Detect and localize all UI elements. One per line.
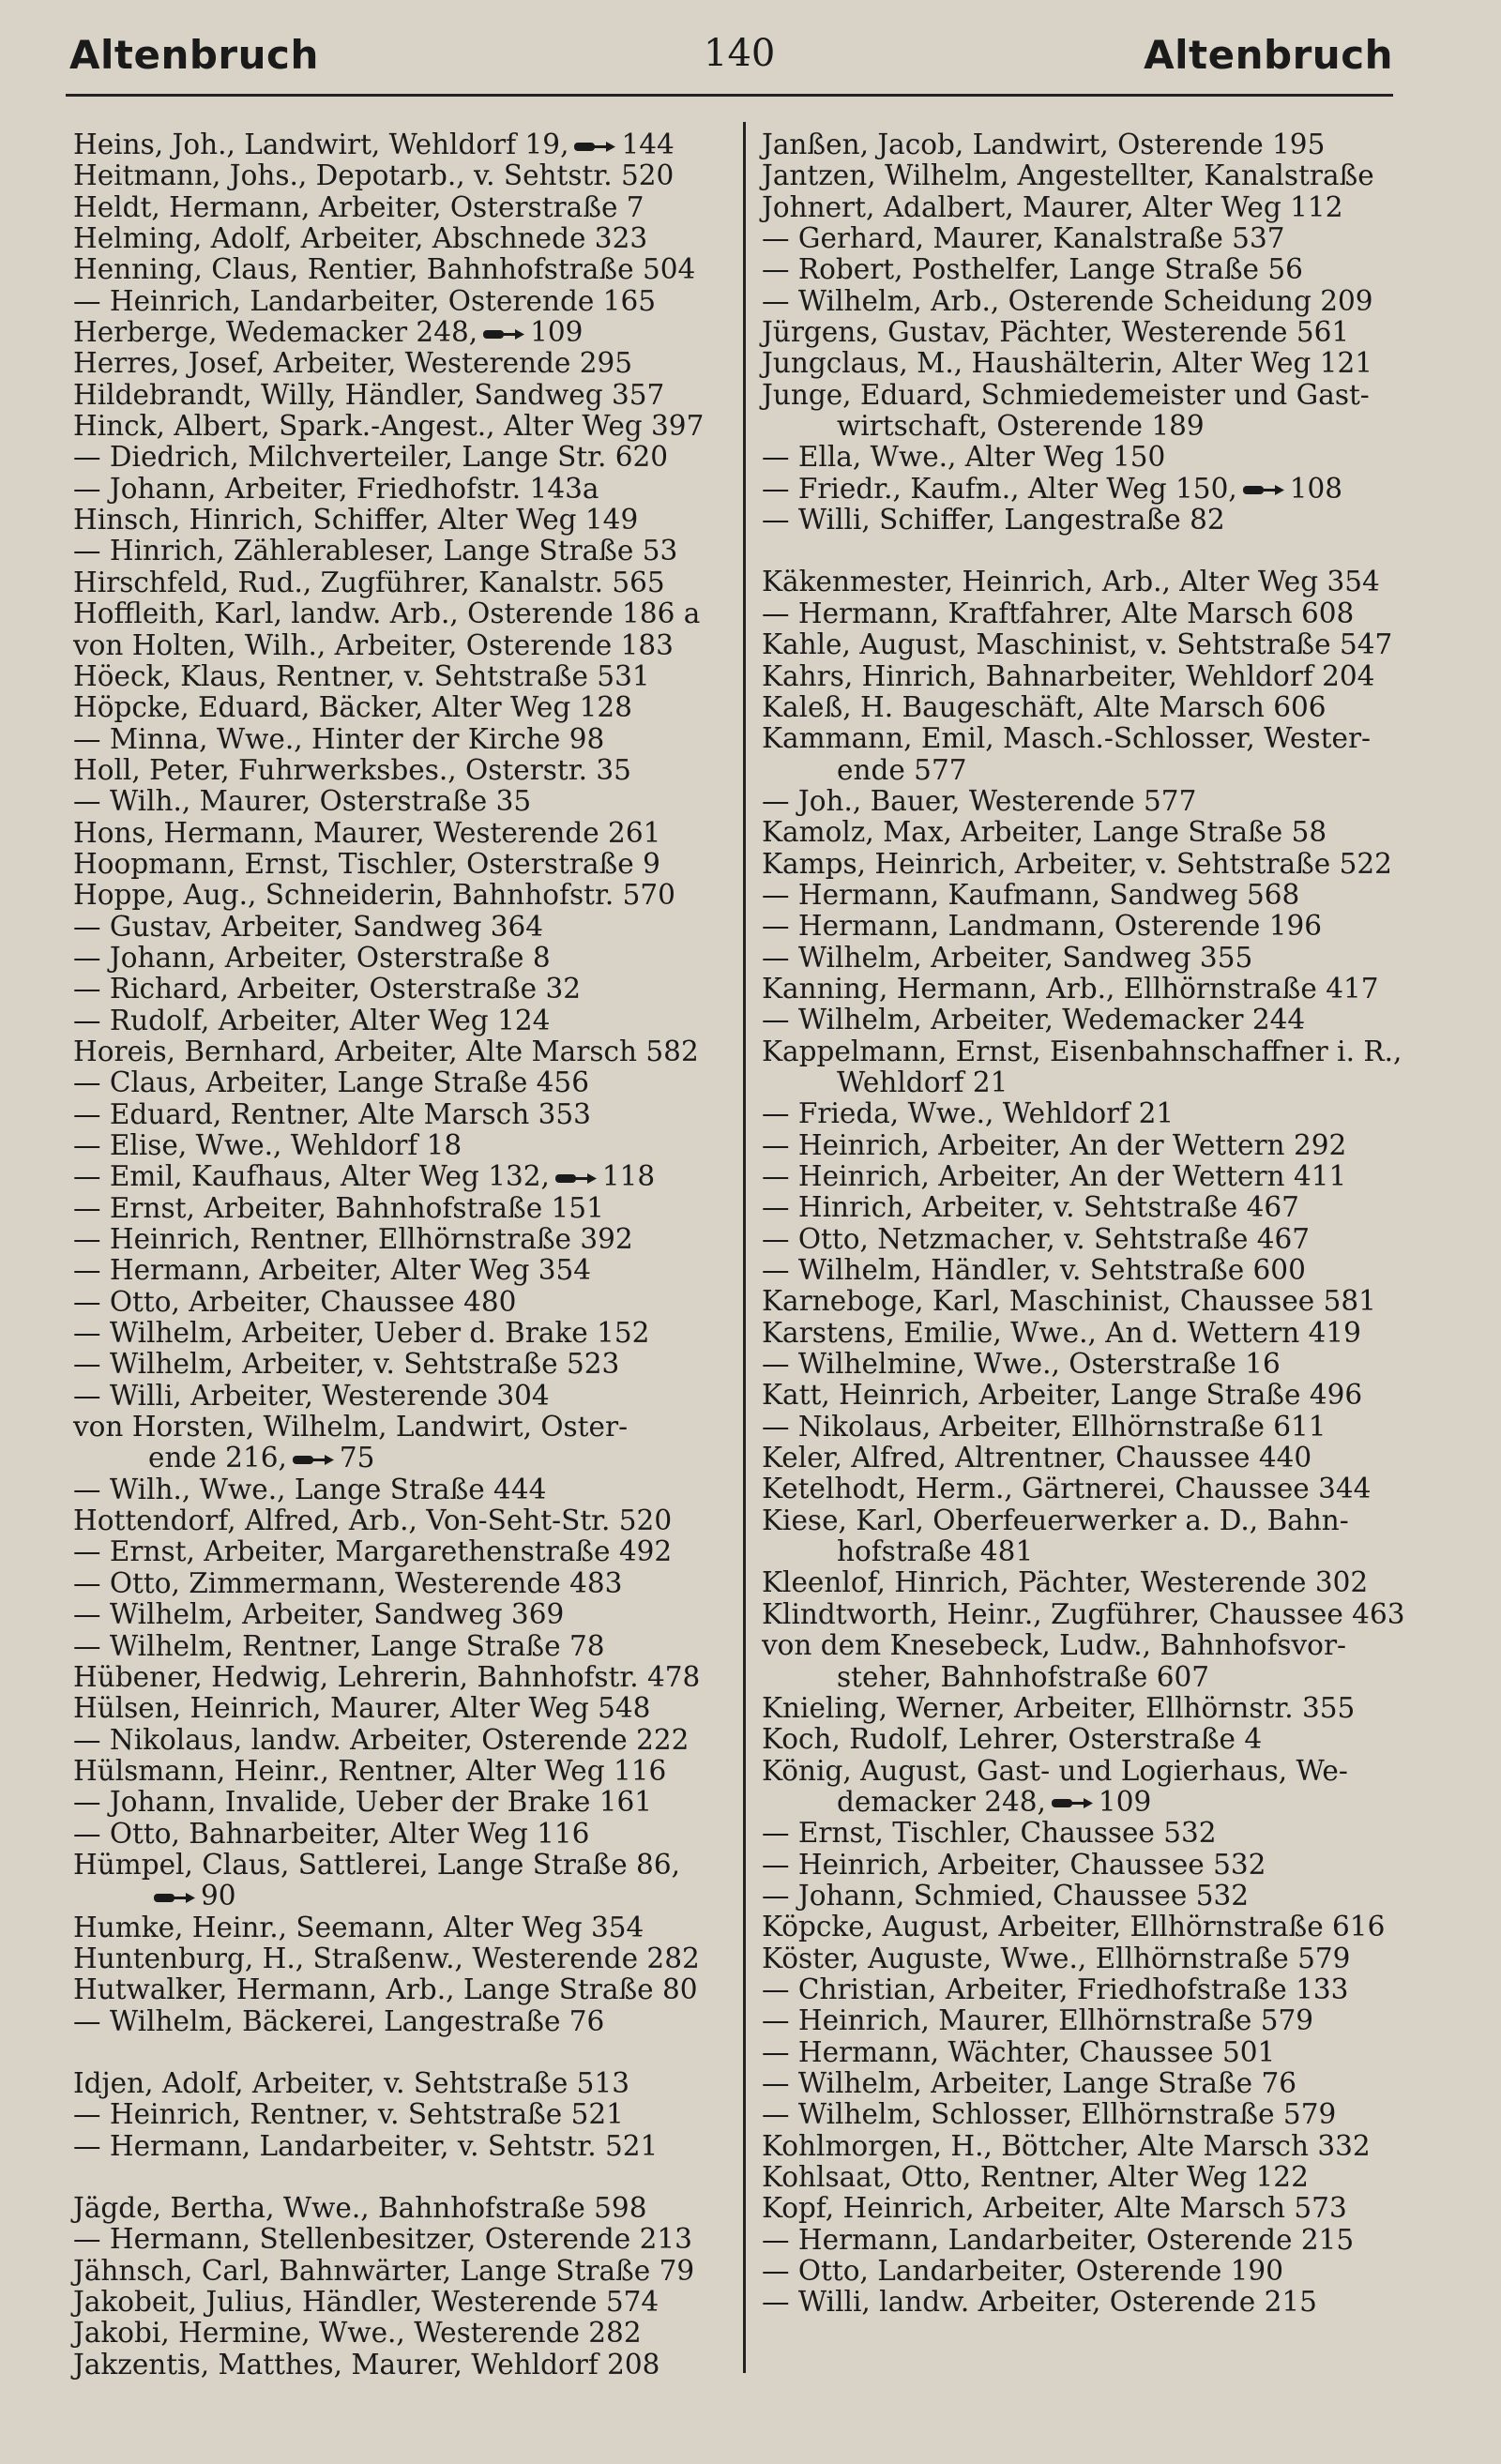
directory-entry: [73, 598, 730, 629]
directory-entry: [762, 629, 1418, 660]
entry-text: — Heinrich, Arbeiter, Chaussee 532: [762, 1848, 1266, 1881]
directory-entry: [762, 348, 1418, 379]
directory-entry: [762, 1474, 1418, 1504]
directory-entry: [73, 1536, 730, 1567]
entry-text: wirtschaft, Osterende 189: [837, 410, 1205, 443]
entry-text: Jungclaus, M., Haushälterin, Alter Weg 121: [762, 347, 1373, 380]
telephone-icon: [574, 141, 615, 153]
entry-text: Kohlmorgen, H., Böttcher, Alte Marsch 332: [762, 2129, 1371, 2162]
entry-text: hofstraße 481: [837, 1535, 1034, 1568]
entry-text: Koch, Rudolf, Lehrer, Osterstraße 4: [762, 1723, 1263, 1756]
entry-text: — Johann, Arbeiter, Osterstraße 8: [73, 941, 551, 974]
directory-entry: [73, 1005, 730, 1036]
directory-entry: [762, 1505, 1418, 1536]
directory-entry: [762, 317, 1418, 348]
directory-entry: [762, 880, 1418, 911]
entry-text: — Nikolaus, Arbeiter, Ellhörnstraße 611: [762, 1410, 1327, 1443]
entry-text: Höeck, Klaus, Rentner, v. Sehtstraße 531: [73, 659, 650, 692]
directory-entry: [73, 223, 730, 254]
directory-entry: [762, 223, 1418, 254]
entry-text: — Wilhelm, Arb., Osterende Scheidung 209: [762, 284, 1373, 317]
entry-text: — Johann, Schmied, Chaussee 532: [762, 1879, 1250, 1912]
entry-text: — Gerhard, Maurer, Kanalstraße 537: [762, 222, 1285, 255]
directory-entry: [73, 2099, 730, 2130]
entry-text: Holl, Peter, Fuhrwerksbes., Osterstr. 35: [73, 753, 631, 786]
telephone-icon: [293, 1454, 334, 1466]
entry-text: — Hermann, Kaufmann, Sandweg 568: [762, 878, 1300, 911]
directory-entry: [762, 1724, 1418, 1755]
directory-entry: [73, 2318, 730, 2349]
entry-text: Heins, Joh., Landwirt, Wehldorf 19,: [73, 128, 569, 160]
telephone-number: 108: [1289, 472, 1343, 505]
directory-entry: [762, 1818, 1418, 1849]
entry-text: Karneboge, Karl, Maschinist, Chaussee 581: [762, 1285, 1376, 1318]
directory-entry: [762, 411, 1418, 442]
directory-entry: [762, 567, 1418, 597]
entry-text: — Heinrich, Rentner, v. Sehtstraße 521: [73, 2098, 624, 2131]
directory-entry: [762, 1881, 1418, 1912]
directory-entry: [762, 1943, 1418, 1974]
entry-text: Hons, Hermann, Maurer, Westerende 261: [73, 816, 661, 849]
directory-entry: [73, 1631, 730, 1662]
directory-entry: [73, 1756, 730, 1787]
directory-entry: [762, 692, 1418, 723]
directory-entry: [762, 1255, 1418, 1286]
entry-text: Köster, Auguste, Wwe., Ellhörnstraße 579: [762, 1942, 1351, 1974]
entry-text: — Wilhelm, Händler, v. Sehtstraße 600: [762, 1254, 1306, 1287]
entry-text: Kanning, Hermann, Arb., Ellhörnstraße 417: [762, 972, 1379, 1005]
directory-entry: [73, 1255, 730, 1286]
entry-text: — Frieda, Wwe., Wehldorf 21: [762, 1097, 1175, 1130]
directory-entry: [73, 1725, 730, 1756]
directory-entry: [73, 411, 730, 442]
directory-entry: [762, 943, 1418, 974]
telephone-icon: [483, 328, 524, 340]
header-place-left: Altenbruch: [69, 32, 319, 78]
entry-text: — Hermann, Landarbeiter, Osterende 215: [762, 2223, 1355, 2256]
directory-entry: [73, 1662, 730, 1693]
entry-text: — Otto, Landarbeiter, Osterende 190: [762, 2255, 1283, 2288]
entry-text: — Ernst, Tischler, Chaussee 532: [762, 1817, 1217, 1850]
directory-entry: [73, 1412, 730, 1443]
directory-entry: [73, 943, 730, 974]
entry-text: Junge, Eduard, Schmiedemeister und Gast-: [762, 378, 1370, 411]
entry-text: ende 577: [837, 753, 967, 786]
entry-text: Hoppe, Aug., Schneiderin, Bahnhofstr. 570: [73, 879, 675, 912]
entry-text: — Friedr., Kaufm., Alter Weg 150,: [762, 472, 1237, 505]
directory-entry: [762, 192, 1418, 223]
directory-entry: [762, 1036, 1418, 1067]
directory-entry: [73, 974, 730, 1005]
entry-text: — Otto, Netzmacher, v. Sehtstraße 467: [762, 1222, 1311, 1255]
entry-text: Jägde, Bertha, Wwe., Bahnhofstraße 598: [73, 2192, 647, 2224]
entry-text: — Wilh., Wwe., Lange Straße 444: [73, 1473, 547, 1505]
directory-entry: [762, 1130, 1418, 1161]
directory-entry: [73, 2224, 730, 2255]
entry-text: — Wilhelm, Bäckerei, Langestraße 76: [73, 2004, 605, 2037]
directory-entry: [73, 2350, 730, 2381]
directory-entry: [73, 536, 730, 567]
telephone-number: 118: [601, 1160, 656, 1193]
entry-text: Jakobi, Hermine, Wwe., Westerende 282: [73, 2317, 642, 2350]
telephone-number: 109: [530, 316, 584, 349]
directory-entry: [762, 1224, 1418, 1255]
entry-text: — Wilhelm, Arbeiter, Ueber d. Brake 152: [73, 1317, 650, 1350]
entry-text: — Gustav, Arbeiter, Sandweg 364: [73, 910, 544, 943]
entry-text: Kamolz, Max, Arbeiter, Lange Straße 58: [762, 816, 1327, 849]
entry-text: von dem Knesebeck, Ludw., Bahnhofsvor-: [762, 1629, 1347, 1662]
directory-entry: [73, 317, 730, 348]
directory-entry: [762, 1380, 1418, 1411]
directory-entry: [73, 2287, 730, 2318]
entry-text: — Minna, Wwe., Hinter der Kirche 98: [73, 722, 605, 755]
directory-entry: [73, 818, 730, 849]
entry-text: — Heinrich, Maurer, Ellhörnstraße 579: [762, 2004, 1314, 2037]
entry-text: Keler, Alfred, Altrentner, Chaussee 440: [762, 1442, 1312, 1474]
entry-text: ende 216,: [148, 1442, 287, 1474]
entry-text: König, August, Gast- und Logierhaus, We-: [762, 1754, 1348, 1787]
directory-entry: [762, 598, 1418, 629]
directory-entry: [73, 1787, 730, 1818]
entry-text: — Otto, Arbeiter, Chaussee 480: [73, 1285, 517, 1318]
directory-entry: [762, 1662, 1418, 1693]
entry-text: Helming, Adolf, Arbeiter, Abschnede 323: [73, 222, 648, 255]
directory-entry: [762, 129, 1418, 160]
entry-text: Henning, Claus, Rentier, Bahnhofstraße 504: [73, 253, 696, 286]
directory-entry: [762, 661, 1418, 692]
entry-text: Hutwalker, Hermann, Arb., Lange Straße 80: [73, 1973, 698, 2006]
directory-entry: [762, 2037, 1418, 2068]
directory-entry: [73, 2256, 730, 2287]
directory-entry: [762, 911, 1418, 942]
directory-entry: [73, 1568, 730, 1599]
directory-entry: [73, 692, 730, 723]
telephone-icon: [1243, 484, 1284, 496]
directory-entry: [73, 380, 730, 411]
directory-entry: [762, 1443, 1418, 1474]
entry-text: Karstens, Emilie, Wwe., An d. Wettern 419: [762, 1316, 1361, 1349]
telephone-icon: [555, 1172, 597, 1185]
entry-text: — Willi, Schiffer, Langestraße 82: [762, 504, 1225, 537]
directory-entry: [762, 442, 1418, 473]
directory-entry: [762, 2287, 1418, 2318]
entry-text: — Hermann, Landmann, Osterende 196: [762, 910, 1323, 943]
entry-text: Johnert, Adalbert, Maurer, Alter Weg 112: [762, 190, 1343, 223]
page-number: 140: [704, 32, 776, 75]
entry-text: demacker 248,: [837, 1785, 1046, 1818]
entry-text: — Heinrich, Arbeiter, An der Wettern 411: [762, 1160, 1347, 1192]
entry-text: — Willi, Arbeiter, Westerende 304: [73, 1379, 550, 1412]
directory-entry: [73, 1443, 730, 1474]
directory-entry: [73, 160, 730, 191]
entry-text: — Richard, Arbeiter, Osterstraße 32: [73, 973, 581, 1005]
telephone-number: 75: [339, 1442, 375, 1474]
directory-entry: [73, 1193, 730, 1224]
entry-text: — Otto, Zimmermann, Westerende 483: [73, 1566, 623, 1599]
directory-entry: [73, 1287, 730, 1318]
entry-text: — Wilhelm, Rentner, Lange Straße 78: [73, 1629, 605, 1662]
entry-text: Kleenlof, Hinrich, Pächter, Westerende 302: [762, 1566, 1369, 1599]
directory-entry: [762, 160, 1418, 191]
entry-text: — Wilhelm, Arbeiter, Sandweg 355: [762, 941, 1253, 974]
directory-entry: [762, 817, 1418, 848]
directory-entry: [73, 912, 730, 943]
directory-entry: [73, 1224, 730, 1255]
directory-entry: [762, 974, 1418, 1005]
entry-text: Klindtworth, Heinr., Zugführer, Chaussee 463: [762, 1597, 1405, 1630]
directory-entry: [762, 2099, 1418, 2130]
entry-text: — Willi, landw. Arbeiter, Osterende 215: [762, 2286, 1317, 2319]
entry-text: Hülsmann, Heinr., Rentner, Alter Weg 116: [73, 1754, 667, 1787]
entry-text: — Wilhelmine, Wwe., Osterstraße 16: [762, 1348, 1281, 1381]
entry-text: — Wilhelm, Schlosser, Ellhörnstraße 579: [762, 2098, 1337, 2131]
directory-entry: [73, 192, 730, 223]
directory-entry: [73, 1912, 730, 1943]
directory-entry: [73, 1819, 730, 1850]
entry-text: Horeis, Bernhard, Arbeiter, Alte Marsch 582: [73, 1035, 699, 1067]
entry-text: — Ernst, Arbeiter, Bahnhofstraße 151: [73, 1191, 604, 1224]
directory-entry: [73, 1474, 730, 1505]
entry-text: Kiese, Karl, Oberfeuerwerker a. D., Bahn-: [762, 1504, 1349, 1536]
directory-entry: [762, 755, 1418, 786]
entry-text: Huntenburg, H., Straßenw., Westerende 282: [73, 1942, 700, 1974]
directory-entry: [73, 1599, 730, 1630]
directory-entry: [762, 1567, 1418, 1598]
directory-entry: [73, 2193, 730, 2224]
entry-text: Idjen, Adolf, Arbeiter, v. Sehtstraße 513: [73, 2066, 629, 2099]
directory-entry: [762, 1536, 1418, 1567]
directory-entry: [73, 630, 730, 661]
entry-text: — Hermann, Landarbeiter, v. Sehtstr. 521: [73, 2129, 659, 2162]
directory-entry: [73, 1349, 730, 1380]
entry-text: steher, Bahnhofstraße 607: [837, 1660, 1209, 1693]
directory-entry: [762, 2131, 1418, 2162]
entry-text: — Wilh., Maurer, Osterstraße 35: [73, 785, 532, 818]
entry-text: Jakobeit, Julius, Händler, Westerende 574: [73, 2286, 660, 2319]
directory-entry: [762, 1912, 1418, 1942]
entry-text: Hümpel, Claus, Sattlerei, Lange Straße 86,: [73, 1848, 680, 1881]
entry-text: — Johann, Arbeiter, Friedhofstr. 143a: [73, 472, 599, 505]
directory-entry: [762, 380, 1418, 411]
directory-entry: [73, 505, 730, 536]
directory-entry: [73, 1130, 730, 1161]
directory-entry: [762, 2256, 1418, 2287]
entry-text: Herberge, Wedemacker 248,: [73, 316, 478, 349]
directory-entry: [73, 567, 730, 598]
directory-entry: [762, 474, 1418, 505]
directory-entry: [73, 286, 730, 317]
directory-entry: [762, 1412, 1418, 1443]
directory-entry: [73, 661, 730, 692]
directory-entry: [762, 1599, 1418, 1630]
entry-text: — Emil, Kaufhaus, Alter Weg 132,: [73, 1160, 550, 1193]
directory-entry: [762, 1067, 1418, 1098]
directory-entry: [762, 1850, 1418, 1881]
entry-text: Kammann, Emil, Masch.-Schlosser, Wester-: [762, 722, 1372, 755]
entry-text: Humke, Heinr., Seemann, Alter Weg 354: [73, 1911, 644, 1943]
directory-entry: [762, 1318, 1418, 1349]
column-divider: [743, 122, 746, 2373]
directory-entry: [762, 254, 1418, 285]
left-column: [73, 129, 730, 2381]
entry-text: — Nikolaus, landw. Arbeiter, Osterende 222: [73, 1723, 690, 1756]
entry-text: — Claus, Arbeiter, Lange Straße 456: [73, 1066, 589, 1099]
directory-entry: [762, 1192, 1418, 1223]
entry-text: Kappelmann, Ernst, Eisenbahnschaffner i. R.,: [762, 1035, 1402, 1067]
entry-text: Heldt, Hermann, Arbeiter, Osterstraße 7: [73, 190, 644, 223]
entry-text: — Christian, Arbeiter, Friedhofstraße 133: [762, 1973, 1349, 2005]
telephone-icon: [1052, 1797, 1093, 1809]
entry-text: — Wilhelm, Arbeiter, Sandweg 369: [73, 1598, 565, 1631]
directory-entry: [762, 1974, 1418, 2005]
telephone-icon: [154, 1892, 195, 1904]
entry-text: — Hermann, Stellenbesitzer, Osterende 213: [73, 2223, 692, 2256]
directory-entry: [762, 786, 1418, 817]
directory-entry: [762, 2225, 1418, 2256]
directory-entry: [73, 1067, 730, 1098]
directory-entry: [762, 2068, 1418, 2099]
directory-entry: [762, 505, 1418, 536]
directory-entry: [73, 1381, 730, 1412]
entry-text: Hinsch, Hinrich, Schiffer, Alter Weg 149: [73, 504, 639, 537]
directory-entry: [73, 129, 730, 160]
entry-text: von Holten, Wilh., Arbeiter, Osterende 183: [73, 628, 674, 661]
entry-text: Hoffleith, Karl, landw. Arb., Osterende 186 a: [73, 597, 701, 630]
directory-entry: [73, 755, 730, 786]
entry-text: Knieling, Werner, Arbeiter, Ellhörnstr. 355: [762, 1691, 1356, 1724]
entry-text: Hirschfeld, Rud., Zugführer, Kanalstr. 565: [73, 566, 665, 598]
entry-text: Hottendorf, Alfred, Arb., Von-Seht-Str. 520: [73, 1504, 673, 1537]
directory-entry: [762, 849, 1418, 880]
entry-text: Hinck, Albert, Spark.-Angest., Alter Weg 397: [73, 410, 705, 443]
directory-entry: [73, 442, 730, 473]
directory-entry: [73, 2006, 730, 2037]
entry-text: Jakzentis, Matthes, Maurer, Wehldorf 208: [73, 2348, 660, 2381]
directory-entry: [73, 1974, 730, 2005]
directory-entry: [762, 1161, 1418, 1192]
entry-text: Ketelhodt, Herm., Gärtnerei, Chaussee 344: [762, 1473, 1372, 1505]
directory-entry: [73, 1881, 730, 1912]
directory-entry: [762, 723, 1418, 754]
directory-entry: [762, 1630, 1418, 1661]
entry-text: — Heinrich, Rentner, Ellhörnstraße 392: [73, 1223, 633, 1256]
directory-entry: [73, 2131, 730, 2162]
directory-entry: [73, 880, 730, 911]
entry-text: Kahrs, Hinrich, Bahnarbeiter, Wehldorf 204: [762, 659, 1375, 692]
entry-text: — Ernst, Arbeiter, Margarethenstraße 492: [73, 1535, 673, 1568]
directory-entry: [762, 2162, 1418, 2193]
entry-text: Kopf, Heinrich, Arbeiter, Alte Marsch 573: [762, 2192, 1347, 2225]
entry-text: — Heinrich, Arbeiter, An der Wettern 292: [762, 1128, 1347, 1161]
directory-entry: [73, 786, 730, 817]
entry-text: Herres, Josef, Arbeiter, Westerende 295: [73, 347, 633, 380]
directory-entry: [762, 2193, 1418, 2224]
entry-text: Kaleß, H. Baugeschäft, Alte Marsch 606: [762, 690, 1327, 723]
directory-entry: [762, 1787, 1418, 1818]
directory-entry: [762, 1349, 1418, 1380]
directory-entry: [762, 1286, 1418, 1317]
entry-text: — Wilhelm, Arbeiter, Lange Straße 76: [762, 2066, 1297, 2099]
entry-text: Wehldorf 21: [837, 1066, 1008, 1098]
entry-text: — Hinrich, Arbeiter, v. Sehtstraße 467: [762, 1191, 1299, 1224]
entry-text: — Diedrich, Milchverteiler, Lange Str. 620: [73, 441, 669, 474]
directory-entry: [73, 474, 730, 505]
right-column: [762, 129, 1418, 2319]
directory-entry: [73, 1161, 730, 1192]
entry-text: — Johann, Invalide, Ueber der Brake 161: [73, 1786, 653, 1819]
entry-text: — Ella, Wwe., Alter Weg 150: [762, 441, 1166, 474]
entry-text: Hildebrandt, Willy, Händler, Sandweg 357: [73, 378, 665, 411]
directory-entry: [762, 1756, 1418, 1787]
entry-text: Jantzen, Wilhelm, Angestellter, Kanalstraße: [762, 159, 1374, 192]
directory-entry: [762, 1098, 1418, 1129]
entry-text: Höpcke, Eduard, Bäcker, Alter Weg 128: [73, 691, 632, 724]
directory-entry: [73, 2068, 730, 2099]
directory-entry: [73, 1036, 730, 1067]
entry-text: — Hermann, Arbeiter, Alter Weg 354: [73, 1254, 592, 1287]
directory-entry: [73, 1505, 730, 1536]
entry-text: — Hermann, Kraftfahrer, Alte Marsch 608: [762, 597, 1355, 629]
entry-text: Hülsen, Heinrich, Maurer, Alter Weg 548: [73, 1692, 651, 1725]
directory-entry: [73, 1318, 730, 1349]
telephone-number: 144: [621, 128, 675, 160]
entry-text: Kahle, August, Maschinist, v. Sehtstraße 547: [762, 628, 1393, 661]
entry-text: — Elise, Wwe., Wehldorf 18: [73, 1129, 462, 1161]
directory-entry: [73, 254, 730, 285]
entry-text: — Otto, Bahnarbeiter, Alter Weg 116: [73, 1817, 590, 1850]
entry-text: Hübener, Hedwig, Lehrerin, Bahnhofstr. 478: [73, 1660, 701, 1693]
entry-text: Jähnsch, Carl, Bahnwärter, Lange Straße 79: [73, 2254, 695, 2287]
entry-text: — Robert, Posthelfer, Lange Straße 56: [762, 253, 1303, 286]
entry-text: Heitmann, Johs., Depotarb., v. Sehtstr. 520: [73, 159, 675, 192]
entry-text: Janßen, Jacob, Landwirt, Osterende 195: [762, 128, 1326, 160]
entry-text: — Joh., Bauer, Westerende 577: [762, 784, 1197, 817]
entry-text: Katt, Heinrich, Arbeiter, Lange Straße 496: [762, 1379, 1363, 1412]
directory-entry: [73, 849, 730, 880]
entry-text: Käkenmester, Heinrich, Arb., Alter Weg 354: [762, 566, 1380, 598]
directory-entry: [73, 1099, 730, 1130]
entry-text: — Wilhelm, Arbeiter, v. Sehtstraße 523: [73, 1348, 620, 1381]
entry-text: Hoopmann, Ernst, Tischler, Osterstraße 9: [73, 847, 660, 880]
directory-entry: [73, 1850, 730, 1881]
entry-text: — Heinrich, Landarbeiter, Osterende 165: [73, 284, 656, 317]
directory-entry: [762, 286, 1418, 317]
telephone-number: 90: [201, 1880, 236, 1912]
entry-text: von Horsten, Wilhelm, Landwirt, Oster-: [73, 1411, 629, 1444]
entry-text: — Hinrich, Zählerableser, Lange Straße 53: [73, 535, 678, 567]
page-header: [66, 28, 1393, 97]
directory-entry: [762, 1693, 1418, 1724]
entry-text: — Rudolf, Arbeiter, Alter Weg 124: [73, 1004, 551, 1036]
directory-entry: [762, 2005, 1418, 2036]
entry-text: — Wilhelm, Arbeiter, Wedemacker 244: [762, 1004, 1306, 1036]
directory-entry: [73, 348, 730, 379]
directory-entry: [73, 1943, 730, 1974]
header-place-right: Altenbruch: [1144, 32, 1393, 78]
directory-entry: [73, 724, 730, 755]
entry-text: Jürgens, Gustav, Pächter, Westerende 561: [762, 316, 1350, 349]
entry-text: Kohlsaat, Otto, Rentner, Alter Weg 122: [762, 2161, 1309, 2193]
entry-text: — Eduard, Rentner, Alte Marsch 353: [73, 1097, 591, 1130]
entry-text: Kamps, Heinrich, Arbeiter, v. Sehtstraße 522: [762, 847, 1392, 880]
entry-text: — Hermann, Wächter, Chaussee 501: [762, 2035, 1276, 2068]
telephone-number: 109: [1098, 1785, 1152, 1818]
directory-entry: [762, 1005, 1418, 1035]
entry-text: Köpcke, August, Arbeiter, Ellhörnstraße 616: [762, 1911, 1386, 1943]
directory-entry: [73, 1693, 730, 1724]
